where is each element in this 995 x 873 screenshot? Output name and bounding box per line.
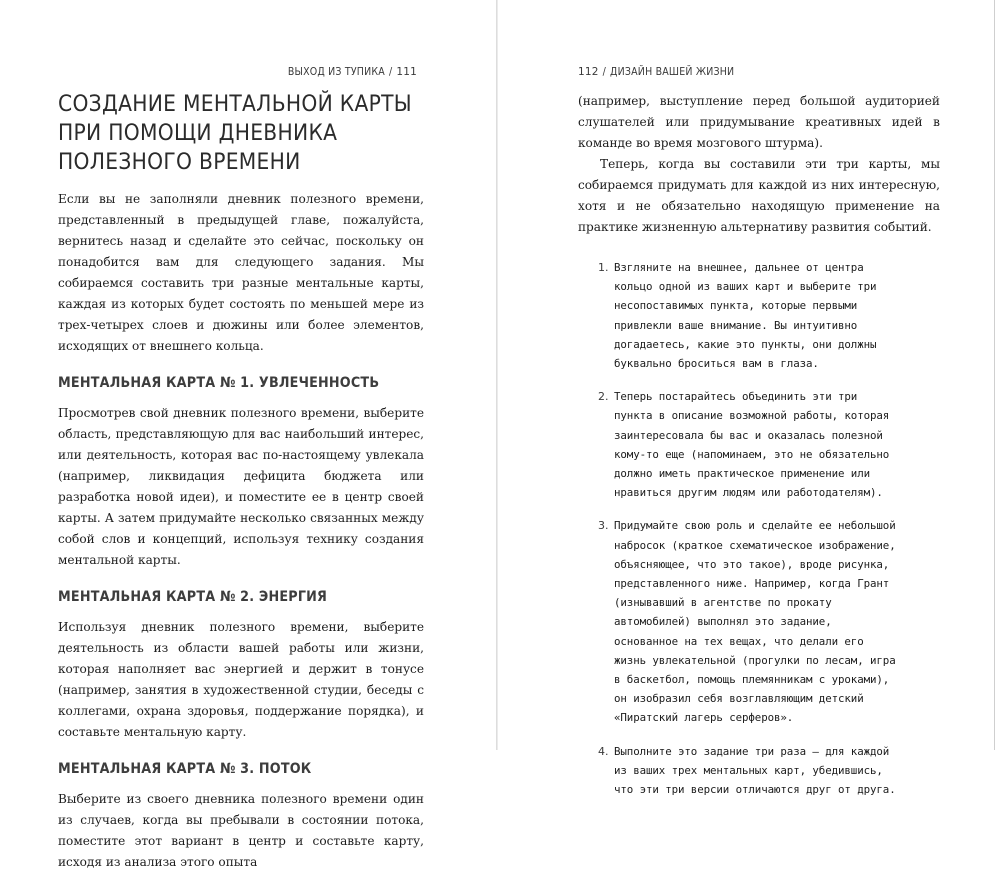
- left-running-head: [288, 66, 417, 78]
- step-text: Выполните это задание три раза — для каждой из ваших трех ментальных карт, убедившись, что эти три версии отличаются друг от друга.: [614, 744, 896, 797]
- step-number: 2.: [598, 390, 609, 404]
- section-heading-passion: МЕНТАЛЬНАЯ КАРТА № 1. УВЛЕЧЕННОСТЬ: [58, 375, 380, 391]
- list-item: [598, 742, 898, 800]
- chapter-title: СОЗДАНИЕ МЕНТАЛЬНОЙ КАРТЫ ПРИ ПОМОЩИ ДНЕВНИКА ПОЛЕЗНОГО ВРЕМЕНИ: [58, 91, 412, 175]
- right-page-content: [578, 91, 940, 813]
- maps-paragraph: Теперь, когда вы составили эти три карты, мы собираемся придумать для каждой из них интересную, хотя и не обязательно находящую применение на практике жизненную альтернативу развития событий.: [578, 157, 940, 234]
- section-heading-flow: МЕНТАЛЬНАЯ КАРТА № 3. ПОТОК: [58, 761, 312, 777]
- right-running-head-separator: /: [602, 66, 607, 78]
- left-page-number: 111: [396, 66, 417, 78]
- right-page: [498, 0, 995, 797]
- section-text-energy: Используя дневник полезного времени, выберите деятельность из области вашей работы или жизни, которая наполняет вас энергией и держит в тонусе (например, занятия в художественной студии, беседы с коллегами, охрана здоровья, поддержание порядка), и составьте ментальную карту.: [58, 620, 424, 739]
- step-number: 1.: [598, 261, 609, 274]
- section-text-flow: Выберите из своего дневника полезного времени один из случаев, когда вы пребывали в состоянии потока, поместите этот вариант в центр и составьте карту, исходя из анализа этого опыта: [58, 792, 424, 869]
- section-text-passion: Просмотрев свой дневник полезного времени, выберите область, представляющую для вас наибольший интерес, или деятельность, которая вас по-настоящему увлекала (например, ликвидация дефицита бюджета или разработка новой идеи), и поместите ее в центр своей карты. А затем придумайте несколько связанных между собой слов и концепций, используя технику создания ментальной карты.: [58, 406, 424, 567]
- step-text: Придумайте свою роль и сделайте ее небольшой набросок (краткое схематическое изображение, объясняющее, что это такое), вроде рисунка, представленного ниже. Например, когда Грант (изнывавший в агентстве по прокату автомобилей) выполнял это задание, основанное на тех вещах, что делали его жизнь увлекательной (прогулки по лесам, игра в баскетбол, помощь племянникам с уроками), он изобразил себя возглавляющим детский «Пиратский лагерь серферов».: [614, 519, 896, 725]
- left-running-head-separator: /: [388, 66, 393, 78]
- list-item: [598, 516, 898, 727]
- step-text: Теперь постарайтесь объединить эти три пункта в описание возможной работы, которая заинтересовала бы вас и оказалась полезной кому-то еще (напоминаем, это не обязательно должно иметь практическое применение или нравиться другим людям или работодателям).: [614, 390, 890, 500]
- right-running-head-title: ДИЗАЙН ВАШЕЙ ЖИЗНИ: [610, 66, 735, 78]
- step-text: Взгляните на внешнее, дальнее от центра кольцо одной из ваших карт и выберите три несопоставимых пункта, которые первыми привлекли ваше внимание. Вы интуитивно догадаетесь, какие это пункты, они должны буквально броситься вам в глаза.: [614, 261, 877, 371]
- list-item: [598, 258, 898, 373]
- right-page-number: 112: [578, 66, 599, 78]
- steps-list: [578, 258, 898, 799]
- step-number: 3.: [598, 519, 609, 533]
- left-running-head-title: ВЫХОД ИЗ ТУПИКА: [287, 66, 385, 78]
- list-item: [598, 387, 898, 502]
- right-running-head: [578, 66, 734, 78]
- intro-paragraph: Если вы не заполняли дневник полезного времени, представленный в предыдущей главе, пожалуйста, вернитесь назад и сделайте это сейчас, поскольку он понадобится вам для следующего задания. Мы собираемся составить три разные ментальные карты, каждая из которых будет состоять по меньшей мере из трех-четырех слоев и дюжины или более элементов, исходящих от внешнего кольца.: [58, 192, 424, 353]
- step-number: 4.: [598, 744, 609, 758]
- continuation-paragraph: (например, выступление перед большой аудиторией слушателей или придумывание креативных идей в команде во время мозгового штурма).: [578, 94, 940, 150]
- left-page: [0, 0, 497, 869]
- section-heading-energy: МЕНТАЛЬНАЯ КАРТА № 2. ЭНЕРГИЯ: [58, 589, 328, 605]
- left-page-content: [58, 90, 424, 873]
